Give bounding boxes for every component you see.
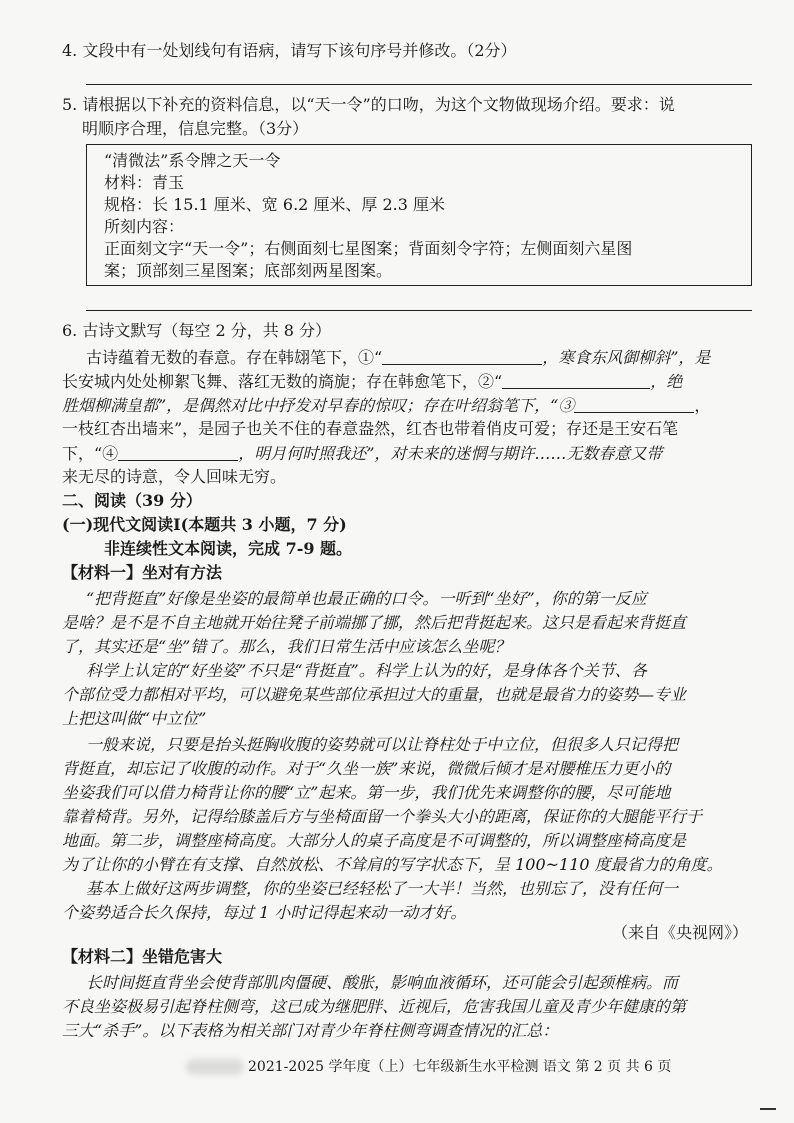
blank-3[interactable] [574,394,694,413]
material-1-line-13: 基本上做好这两步调整，你的坐姿已经轻松了一大半！当然，也别忘了，没有任何一 [86,879,679,898]
poem-line-5-a: 下，“④ [62,444,119,463]
poem-line-1-b: ，寒食东风御柳斜”，是 [542,348,711,367]
material-1-line-1: “把背挺直”好像是坐姿的最简单也最正确的口令。一听到“坐好”，你的第一反应 [86,589,647,608]
question-4: 4. 文段中有一处划线句有语病，请写下该句序号并修改。（2分） [62,41,517,60]
redacted-mark [186,1059,244,1075]
poem-line-4: 一枝红杏出墙来”，是园子也关不住的春意盎然，红杏也带着俏皮可爱；存还是王安石笔 [62,419,679,438]
poem-line-3 [62,394,710,417]
artifact-content-line-2: 案；顶部刻三星图案；底部刻两星图案。 [104,261,393,280]
poem-line-1 [86,346,710,369]
material-1-line-14: 个姿势适合长久保持，每过 1 小时记得起来动一动才好。 [62,903,467,922]
section-2-title: 二、阅读（39 分） [62,491,202,510]
artifact-content-line-1: 正面刻文字“天一令”；右侧面刻七星图案；背面刻令字符；左侧面刻六星图 [104,239,633,258]
artifact-material: 材料：青玉 [104,173,185,192]
poem-line-2-b: ，绝 [650,372,683,391]
answer-line-5 [86,310,752,311]
answer-line-4 [86,84,752,85]
artifact-content-label: 所刻内容： [104,217,185,236]
material-1-line-9: 坐姿我们可以借力椅背让你的腰“立”起来。第一步，我们优先来调整你的腰，尽可能地 [62,783,671,802]
material-2-title: 【材料二】坐错危害大 [62,947,223,966]
material-2-line-1: 长时间挺直背坐会使背部肌肉僵硬、酸胀，影响血液循环，还可能会引起颈椎病。而 [86,973,679,992]
poem-line-1-a: 古诗蕴着无数的春意。存在韩翃笔下，①“ [86,348,383,367]
material-2-line-3: 三大“杀手”。以下表格为相关部门对青少年脊柱侧弯调查情况的汇总： [62,1021,559,1040]
material-1-source: （来自《央视网》） [612,923,749,942]
material-1-title: 【材料一】坐对有方法 [62,563,223,582]
question-5-line-2: 明顺序合理，信息完整。（3分） [82,119,309,138]
material-1-line-3: 了，其实还是“坐”错了。那么，我们日常生活中应该怎么坐呢？ [62,637,511,656]
poem-line-6: 来无尽的诗意，令人回味无穷。 [62,467,287,486]
section-2-1-title: (一)现代文阅读Ⅰ(本题共 3 小题，7 分) [62,515,347,534]
material-1-line-11: 地面。第二步，调整座椅高度。大部分人的桌子高度是不可调整的，所以调整座椅高度是 [62,831,687,850]
corner-mark [760,1108,776,1110]
blank-2[interactable] [502,370,650,389]
page-footer: 2021-2025 学年度（上）七年级新生水平检测 语文 第 2 页 共 6 页 [248,1059,672,1075]
material-1-line-12: 为了让你的小臂在有支撑、自然放松、不耸肩的写字状态下，呈 100~110 度最省力的角度。 [62,855,723,874]
poem-line-3-a: 胜烟柳满皇都”，是偶然对比中抒发对早春的惊叹；存在叶绍翁笔下，“③ [62,396,575,415]
poem-line-3-b: ， [694,396,711,415]
blank-4[interactable] [118,442,238,461]
material-1-line-8: 背挺直，却忘记了收腹的动作。对于“久坐一族”来说，微微后倾才是对腰椎压力更小的 [62,759,671,778]
material-1-line-7: 一般来说，只要是抬头挺胸收腹的姿势就可以让脊柱处于中立位，但很多人只记得把 [86,735,679,754]
reading-instruction: 非连续性文本阅读，完成 7-9 题。 [104,539,353,558]
artifact-size: 规格：长 15.1 厘米、宽 6.2 厘米、厚 2.3 厘米 [104,195,446,214]
poem-line-2 [62,370,682,393]
material-1-line-6: 上把这叫做“中立位” [62,709,207,728]
poem-line-5-b: ，明月何时照我还”，对未来的迷惘与期许……无数春意又带 [238,444,663,463]
material-2-line-2: 不良坐姿极易引起脊柱侧弯，这已成为继肥胖、近视后，危害我国儿童及青少年健康的第 [62,997,687,1016]
material-1-line-4: 科学上认定的“好坐姿”不只是“背挺直”。科学上认为的好，是身体各个关节、各 [86,661,647,680]
material-1-line-10: 靠着椅背。另外，记得给膝盖后方与坐椅面留一个拳头大小的距离，保证你的大腿能平行于 [62,807,703,826]
blank-1[interactable] [382,346,542,365]
material-1-line-5: 个部位受力都相对平均，可以避免某些部位承担过大的重量，也就是最省力的姿势—专业 [62,685,687,704]
material-1-line-2: 是啥？是不是不自主地就开始往凳子前端挪了挪，然后把背挺起来。这只是看起来背挺直 [62,613,687,632]
question-5-line-1: 5. 请根据以下补充的资料信息，以“天一令”的口吻，为这个文物做现场介绍。要求：说 [62,95,675,114]
poem-line-2-a: 长安城内处处柳絮飞舞、落红无数的旖旎；存在韩愈笔下，②“ [62,372,503,391]
artifact-name: “清微法”系令牌之天一令 [104,151,281,170]
question-6-title: 6. 古诗文默写（每空 2 分，共 8 分） [62,321,332,340]
poem-line-5 [62,442,662,465]
